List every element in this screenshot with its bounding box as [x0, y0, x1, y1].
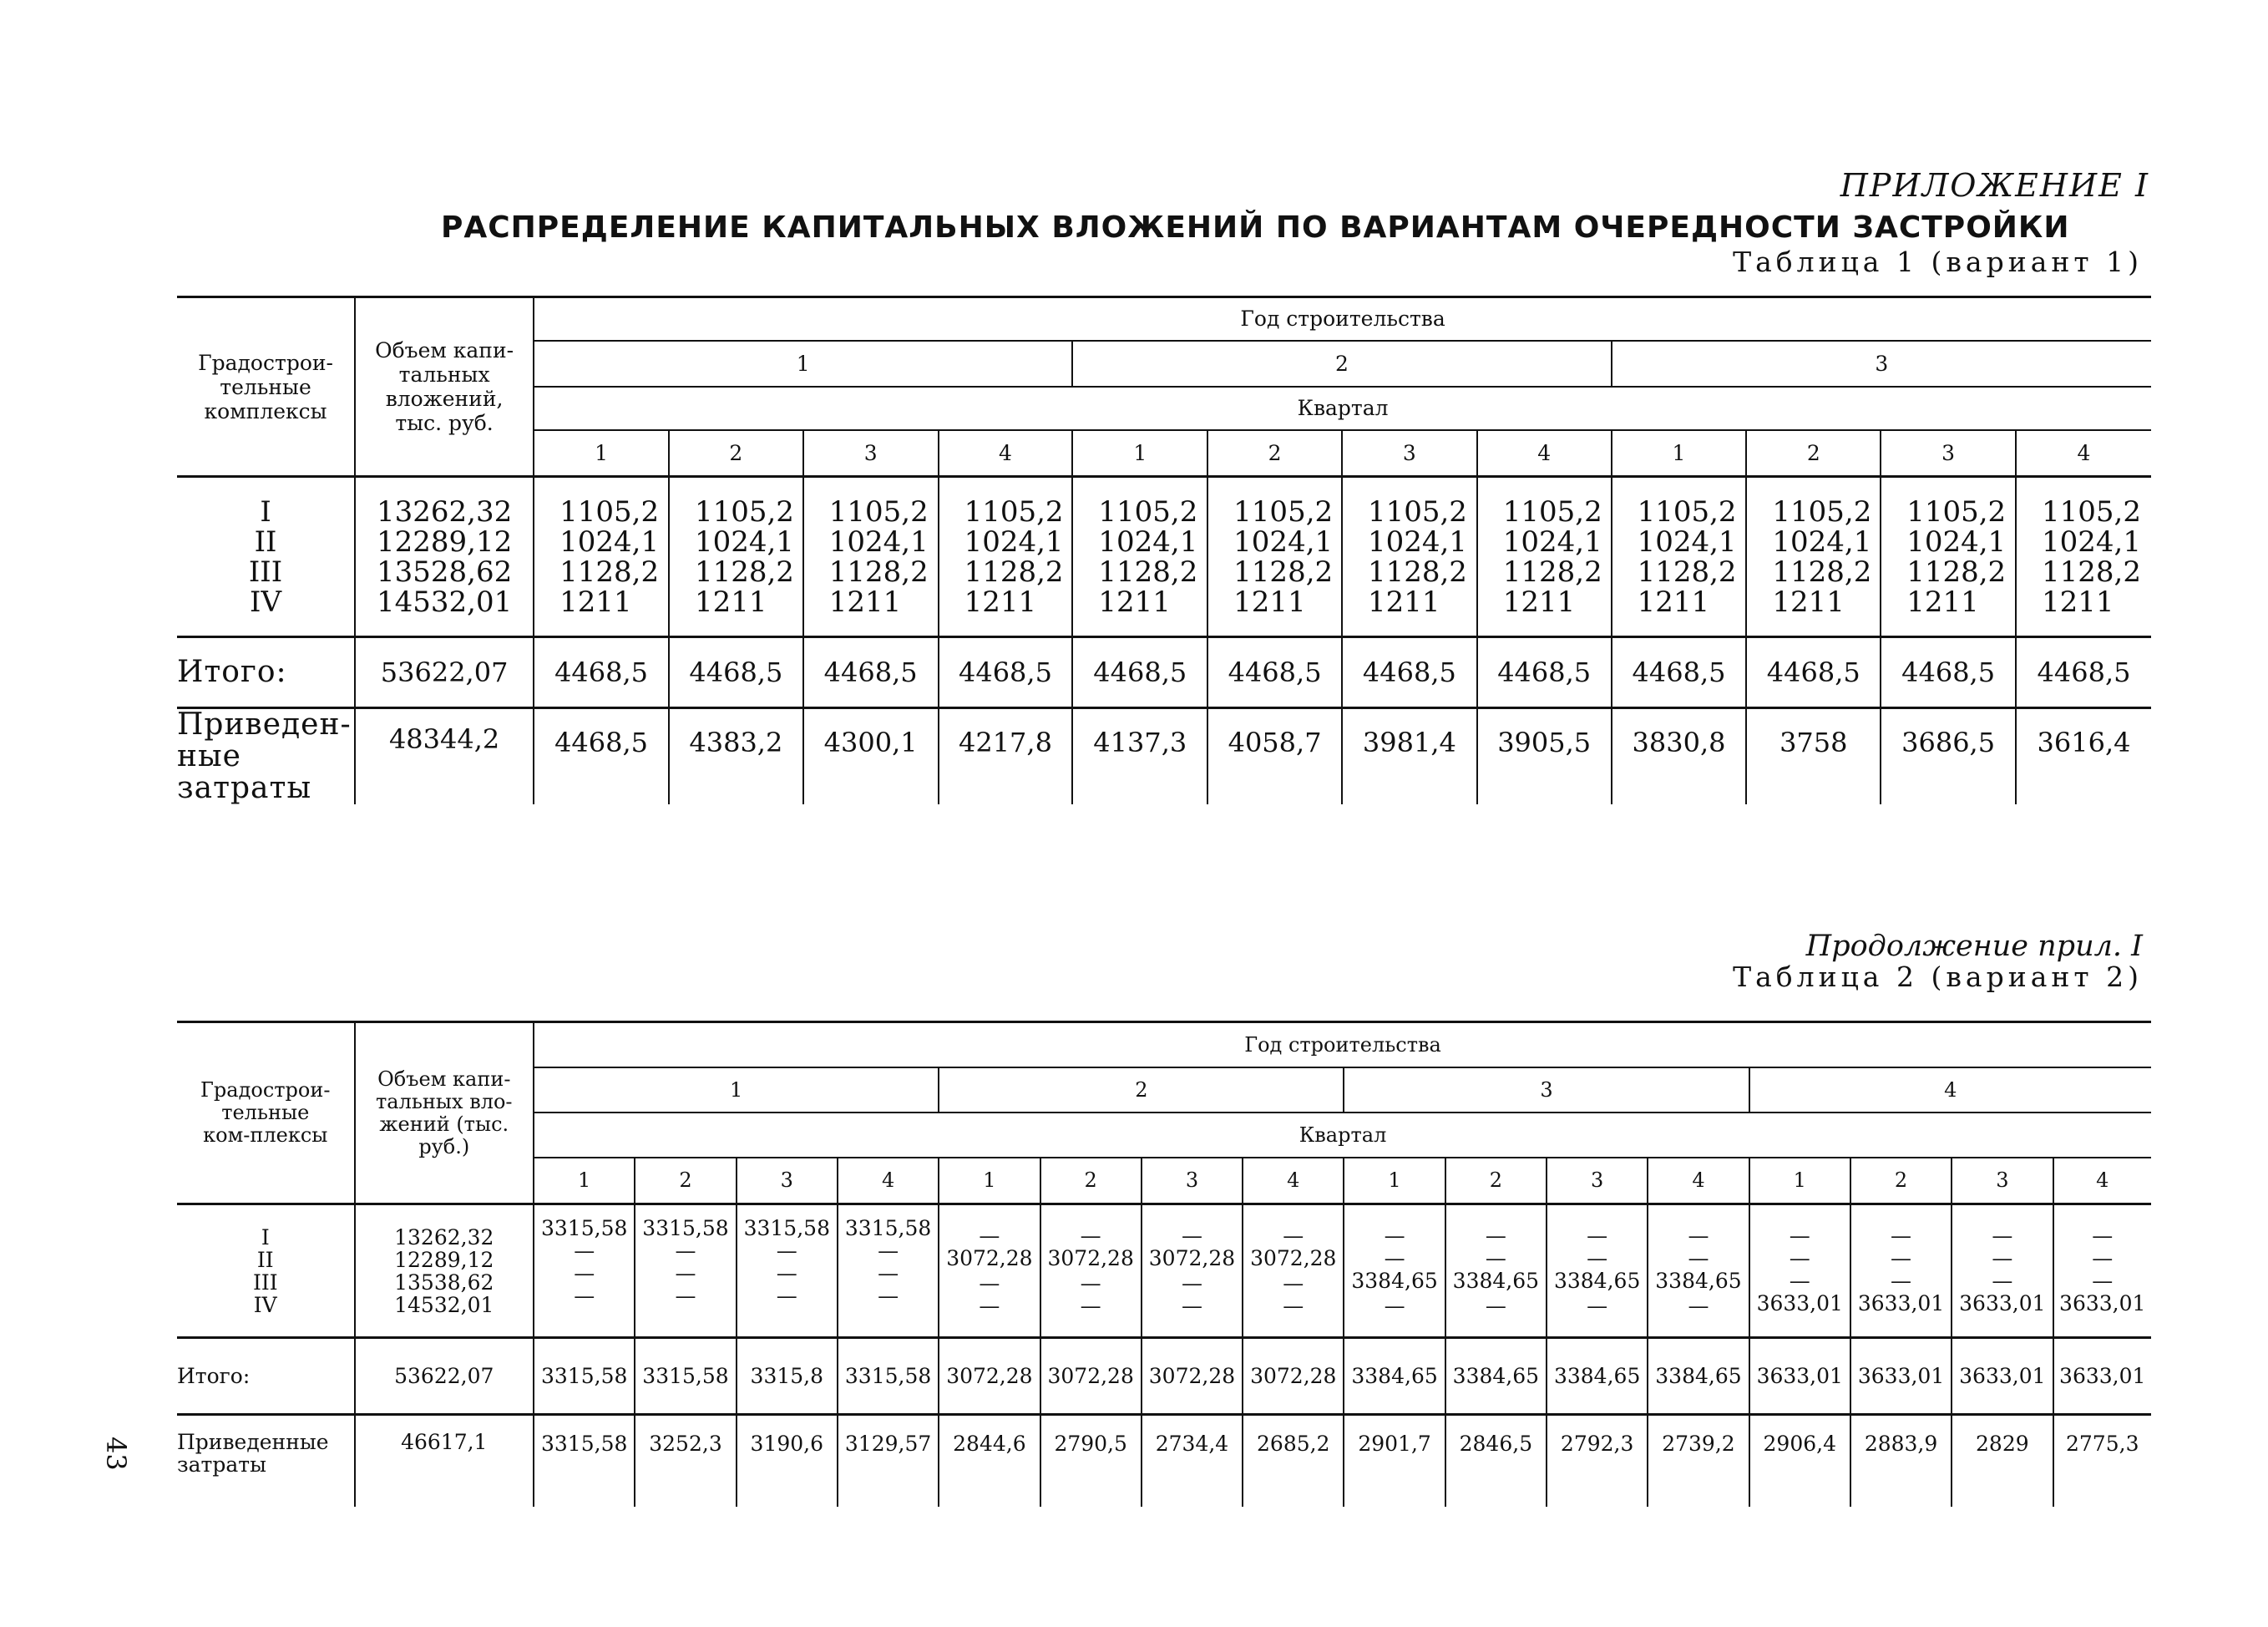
dash: — [1080, 1294, 1101, 1318]
quarter-cell: 2 [1850, 1158, 1952, 1204]
total-label: Итого: [177, 637, 355, 708]
reduced-cell: 2846,5 [1445, 1415, 1547, 1507]
quarter-value: 3384,65 [1351, 1269, 1438, 1293]
reduced-cell: 2901,7 [1344, 1415, 1445, 1507]
dash: — [675, 1239, 696, 1263]
quarter-cell: 3 [1342, 430, 1477, 477]
complex-label: II [254, 525, 277, 559]
quarter-values-cell [1850, 1204, 1952, 1338]
quarter-cell: 1 [939, 1158, 1040, 1204]
complex-label: III [252, 1270, 278, 1295]
dash: — [574, 1239, 595, 1263]
quarter-value: 1211 [1906, 585, 1979, 619]
dash: — [1789, 1224, 1810, 1248]
total-cell: 3384,65 [1547, 1338, 1648, 1415]
dash: — [1080, 1271, 1101, 1295]
reduced-cell: 4137,3 [1072, 708, 1207, 805]
quarter-value: 3633,01 [1959, 1291, 2046, 1315]
quarter-values-cell [1648, 1204, 1749, 1338]
quarter-value: 1211 [694, 585, 767, 619]
quarter-value: 3384,65 [1452, 1269, 1540, 1293]
quarter-cell: 3 [1881, 430, 2016, 477]
quarter-value: 3384,65 [1553, 1269, 1641, 1293]
total-label: Итого: [177, 1364, 251, 1388]
quarter-values-cell [669, 477, 803, 637]
dash: — [1992, 1224, 2013, 1248]
quarter-values-cell [1612, 477, 1747, 637]
quarter-values-cell [1342, 477, 1477, 637]
quarter-cell: 4 [1648, 1158, 1749, 1204]
quarter-value: 1128,2 [1772, 555, 1872, 589]
dash: — [2092, 1269, 2114, 1293]
volumes-cell [355, 477, 534, 637]
reduced-cell: 2906,4 [1749, 1415, 1850, 1507]
total-cell: 4468,5 [1477, 637, 1612, 708]
dash: — [1688, 1294, 1709, 1318]
volume-value: 14532,01 [394, 1292, 494, 1317]
quarter-value: 3315,58 [642, 1216, 729, 1240]
total-cell: 3072,28 [1142, 1338, 1243, 1415]
quarter-cell: 2 [1040, 1158, 1142, 1204]
quarter-values-cell [2016, 477, 2151, 637]
quarter-value: 3384,65 [1655, 1269, 1742, 1293]
appendix-label: ПРИЛОЖЕНИЕ I [1840, 167, 2149, 204]
quarter-values-cell [1477, 477, 1612, 637]
reduced-cell: 3616,4 [2016, 708, 2151, 805]
quarter-value: 1211 [1772, 585, 1845, 619]
dash: — [1384, 1224, 1405, 1248]
total-cell: 3384,65 [1344, 1338, 1445, 1415]
quarter-value: 3072,28 [946, 1246, 1033, 1270]
complex-label: I [260, 494, 271, 529]
dash: — [1587, 1246, 1608, 1270]
quarter-value: 1024,1 [2042, 525, 2141, 559]
quarter-value: 1211 [2042, 585, 2114, 619]
reduced-cell: 3129,57 [838, 1415, 939, 1507]
total-cell: 3633,01 [2053, 1338, 2152, 1415]
total-cell: 3384,65 [1445, 1338, 1547, 1415]
reduced-cell: 2792,3 [1547, 1415, 1648, 1507]
total-cell: 4468,5 [1207, 637, 1342, 708]
quarter-cell: 4 [1477, 430, 1612, 477]
quarter-cell: 4 [838, 1158, 939, 1204]
quarter-values-cell [737, 1204, 838, 1338]
dash: — [1891, 1246, 1912, 1270]
quarter-value: 1024,1 [828, 525, 929, 559]
dash: — [675, 1284, 696, 1308]
quarter-values-cell [635, 1204, 736, 1338]
dash: — [1688, 1224, 1709, 1248]
dash: — [776, 1261, 797, 1285]
total-cell: 3633,01 [1850, 1338, 1952, 1415]
dash: — [878, 1284, 899, 1308]
quarter-values-cell [939, 477, 1073, 637]
total-cell: 4468,5 [1881, 637, 2016, 708]
quarter-value: 1128,2 [694, 555, 794, 589]
col-header-complexes: Градострои-тельные комплексы [177, 297, 355, 477]
quarter-cell: 2 [1746, 430, 1881, 477]
quarter-cell: 4 [939, 430, 1073, 477]
quarter-value: 1024,1 [1502, 525, 1602, 559]
quarter-value: 3633,01 [2059, 1291, 2146, 1315]
complex-label: I [261, 1224, 270, 1249]
dash: — [1789, 1246, 1810, 1270]
quarter-value: 1105,2 [1906, 494, 2007, 529]
volume-value: 13262,32 [394, 1224, 494, 1249]
complex-label: IV [250, 585, 282, 619]
reduced-cell: 4300,1 [803, 708, 939, 805]
total-cell: 3315,8 [737, 1338, 838, 1415]
total-cell: 3315,58 [838, 1338, 939, 1415]
quarter-values-cell [939, 1204, 1040, 1338]
complexes-cell [177, 1204, 355, 1338]
total-cell: 3633,01 [1952, 1338, 2053, 1415]
year-header: Год строительства [534, 1022, 2151, 1067]
dash: — [1688, 1246, 1709, 1270]
quarter-value: 1105,2 [1233, 494, 1334, 529]
dash: — [1080, 1224, 1101, 1248]
reduced-cell: 2775,3 [2053, 1415, 2152, 1507]
reduced-cell: 3190,6 [737, 1415, 838, 1507]
volume-value: 12289,12 [376, 525, 513, 559]
quarter-values-cell [1881, 477, 2016, 637]
total-volume: 53622,07 [355, 1338, 534, 1415]
quarter-value: 1105,2 [2042, 494, 2141, 529]
dash: — [1891, 1224, 1912, 1248]
total-cell: 4468,5 [1612, 637, 1747, 708]
quarter-values-cell [1749, 1204, 1850, 1338]
quarter-values-cell [1142, 1204, 1243, 1338]
total-cell: 4468,5 [2016, 637, 2151, 708]
quarter-value: 1024,1 [694, 525, 794, 559]
total-cell: 4468,5 [939, 637, 1073, 708]
dash: — [776, 1284, 797, 1308]
year-cell: 3 [1344, 1067, 1749, 1113]
quarter-value: 3315,58 [541, 1216, 628, 1240]
quarter-cell: 1 [1612, 430, 1747, 477]
quarter-value: 3633,01 [1756, 1291, 1843, 1315]
complex-label: II [256, 1247, 274, 1272]
dash: — [1485, 1294, 1506, 1318]
dash: — [1485, 1224, 1506, 1248]
complex-label: III [248, 555, 283, 589]
reduced-volume: 46617,1 [355, 1415, 534, 1507]
quarter-values-cell [803, 477, 939, 637]
reduced-cell: 2734,4 [1142, 1415, 1243, 1507]
total-cell: 3633,01 [1749, 1338, 1850, 1415]
dash: — [1181, 1271, 1202, 1295]
quarter-cell: 1 [1344, 1158, 1445, 1204]
quarter-value: 1128,2 [1367, 555, 1467, 589]
quarter-value: 1128,2 [1233, 555, 1334, 589]
quarter-cell: 3 [1952, 1158, 2053, 1204]
reduced-cell: 2829 [1952, 1415, 2053, 1507]
quarter-values-cell [1952, 1204, 2053, 1338]
quarter-value: 3315,58 [743, 1216, 830, 1240]
quarter-cell: 3 [1547, 1158, 1648, 1204]
dash: — [1587, 1224, 1608, 1248]
quarter-cell: 2 [1207, 430, 1342, 477]
dash: — [1992, 1246, 2013, 1270]
quarter-value: 1024,1 [559, 525, 660, 559]
quarter-cell: 1 [1749, 1158, 1850, 1204]
quarter-cell: 1 [534, 1158, 635, 1204]
quarter-header: Квартал [534, 387, 2151, 430]
dash: — [1181, 1294, 1202, 1318]
quarter-value: 1024,1 [1233, 525, 1334, 559]
reduced-volume: 48344,2 [355, 708, 534, 805]
reduced-cell: 3686,5 [1881, 708, 2016, 805]
col-header-volume: Объем капи-тальных вло-жений (тыс. руб.) [355, 1022, 534, 1204]
dash: — [574, 1261, 595, 1285]
quarter-values-cell [1072, 477, 1207, 637]
total-cell: 4468,5 [803, 637, 939, 708]
quarter-cell: 2 [635, 1158, 736, 1204]
quarter-values-cell [534, 1204, 635, 1338]
quarter-value: 1211 [1367, 585, 1440, 619]
reduced-cell: 3315,58 [534, 1415, 635, 1507]
quarter-values-cell [1547, 1204, 1648, 1338]
year-cell: 2 [939, 1067, 1344, 1113]
dash: — [574, 1284, 595, 1308]
quarter-cell: 4 [1243, 1158, 1344, 1204]
quarter-value: 1024,1 [964, 525, 1064, 559]
quarter-value: 1105,2 [694, 494, 794, 529]
volume-value: 12289,12 [394, 1247, 494, 1272]
table1 [177, 296, 2151, 804]
quarter-values-cell [1344, 1204, 1445, 1338]
volume-value: 13262,32 [376, 494, 513, 529]
reduced-label: Приведенные затраты [177, 1430, 329, 1477]
dash: — [1384, 1294, 1405, 1318]
quarter-value: 1128,2 [1637, 555, 1737, 589]
quarter-cell: 3 [1142, 1158, 1243, 1204]
reduced-cell: 2883,9 [1850, 1415, 1952, 1507]
year-cell: 2 [1072, 341, 1611, 387]
quarter-value: 1024,1 [1637, 525, 1737, 559]
dash: — [1181, 1224, 1202, 1248]
reduced-cell: 2685,2 [1243, 1415, 1344, 1507]
reduced-cell: 3830,8 [1612, 708, 1747, 805]
dash: — [878, 1261, 899, 1285]
total-cell: 3315,58 [635, 1338, 736, 1415]
reduced-label: Приведен-ные затраты [177, 707, 352, 805]
dash: — [2092, 1224, 2114, 1248]
quarter-value: 1128,2 [828, 555, 929, 589]
total-cell: 4468,5 [1072, 637, 1207, 708]
quarter-header: Квартал [534, 1113, 2151, 1158]
dash: — [1485, 1246, 1506, 1270]
quarter-value: 1105,2 [1098, 494, 1198, 529]
quarter-value: 1105,2 [1772, 494, 1872, 529]
dash: — [675, 1261, 696, 1285]
reduced-cell: 4217,8 [939, 708, 1073, 805]
dash: — [979, 1294, 1000, 1318]
dash: — [979, 1224, 1000, 1248]
quarter-values-cell [1445, 1204, 1547, 1338]
quarter-value: 1128,2 [559, 555, 660, 589]
quarter-cell: 4 [2053, 1158, 2152, 1204]
reduced-cell: 3981,4 [1342, 708, 1477, 805]
quarter-value: 1105,2 [559, 494, 660, 529]
reduced-cell: 4468,5 [534, 708, 669, 805]
quarter-cell: 1 [1072, 430, 1207, 477]
quarter-value: 3072,28 [1047, 1246, 1134, 1270]
quarter-values-cell [1207, 477, 1342, 637]
quarter-values-cell [2053, 1204, 2152, 1338]
reduced-cell: 4383,2 [669, 708, 803, 805]
dash: — [2092, 1246, 2114, 1270]
quarter-values-cell [838, 1204, 939, 1338]
quarter-cell: 3 [737, 1158, 838, 1204]
quarter-value: 1128,2 [964, 555, 1064, 589]
total-cell: 4468,5 [534, 637, 669, 708]
total-cell: 3384,65 [1648, 1338, 1749, 1415]
total-cell: 4468,5 [1746, 637, 1881, 708]
year-cell: 1 [534, 341, 1072, 387]
quarter-value: 3072,28 [1148, 1246, 1236, 1270]
quarter-value: 1211 [1233, 585, 1306, 619]
quarter-value: 1211 [559, 585, 632, 619]
page-title: РАСПРЕДЕЛЕНИЕ КАПИТАЛЬНЫХ ВЛОЖЕНИЙ ПО ВАРИАНТАМ ОЧЕРЕДНОСТИ ЗАСТРОЙКИ [441, 210, 2070, 245]
year-cell: 4 [1749, 1067, 2151, 1113]
table2 [177, 1021, 2151, 1507]
dash: — [1283, 1224, 1304, 1248]
dash: — [776, 1239, 797, 1263]
reduced-cell: 3252,3 [635, 1415, 736, 1507]
quarter-value: 1211 [828, 585, 902, 619]
quarter-values-cell [534, 477, 669, 637]
year-header: Год строительства [534, 297, 2151, 341]
quarter-value: 1128,2 [1098, 555, 1198, 589]
quarter-value: 3072,28 [1250, 1246, 1337, 1270]
quarter-value: 3633,01 [1857, 1291, 1945, 1315]
quarter-cell: 2 [669, 430, 803, 477]
dash: — [1283, 1271, 1304, 1295]
quarter-value: 1105,2 [828, 494, 929, 529]
quarter-value: 1211 [1502, 585, 1576, 619]
page-number: 43 [100, 1437, 132, 1471]
quarter-value: 1211 [964, 585, 1037, 619]
dash: — [979, 1271, 1000, 1295]
quarter-value: 1211 [1637, 585, 1710, 619]
quarter-value: 1105,2 [1637, 494, 1737, 529]
dash: — [1789, 1269, 1810, 1293]
quarter-values-cell [1040, 1204, 1142, 1338]
quarter-value: 1024,1 [1367, 525, 1467, 559]
complexes-cell [177, 477, 355, 637]
quarter-cell: 2 [1445, 1158, 1547, 1204]
reduced-cell: 3905,5 [1477, 708, 1612, 805]
volume-value: 14532,01 [376, 585, 513, 619]
table2-caption: Таблица 2 (вариант 2) [1733, 960, 2143, 993]
total-volume: 53622,07 [355, 637, 534, 708]
quarter-value: 1024,1 [1906, 525, 2007, 559]
total-cell: 4468,5 [1342, 637, 1477, 708]
quarter-value: 1211 [1098, 585, 1171, 619]
quarter-value: 1128,2 [1502, 555, 1602, 589]
quarter-value: 1128,2 [2042, 555, 2141, 589]
total-cell: 4468,5 [669, 637, 803, 708]
quarter-value: 1024,1 [1772, 525, 1872, 559]
dash: — [1992, 1269, 2013, 1293]
continuation-label: Продолжение прил. I [1805, 930, 2143, 963]
volume-value: 13538,62 [394, 1270, 494, 1295]
col-header-volume: Объем капи-тальных вложений, тыс. руб. [355, 297, 534, 477]
total-cell: 3072,28 [939, 1338, 1040, 1415]
quarter-values-cell [1746, 477, 1881, 637]
reduced-cell: 2790,5 [1040, 1415, 1142, 1507]
quarter-value: 1105,2 [1502, 494, 1602, 529]
volumes-cell [355, 1204, 534, 1338]
reduced-cell: 4058,7 [1207, 708, 1342, 805]
quarter-value: 1105,2 [964, 494, 1064, 529]
volume-value: 13528,62 [376, 555, 513, 589]
quarter-values-cell [1243, 1204, 1344, 1338]
dash: — [1891, 1269, 1912, 1293]
reduced-cell: 2739,2 [1648, 1415, 1749, 1507]
dash: — [878, 1239, 899, 1263]
quarter-cell: 4 [2016, 430, 2151, 477]
quarter-cell: 3 [803, 430, 939, 477]
dash: — [1283, 1294, 1304, 1318]
reduced-cell: 2844,6 [939, 1415, 1040, 1507]
reduced-cell: 3758 [1746, 708, 1881, 805]
quarter-value: 3315,58 [844, 1216, 932, 1240]
quarter-value: 1128,2 [1906, 555, 2007, 589]
table1-caption: Таблица 1 (вариант 1) [1733, 246, 2143, 278]
quarter-value: 1105,2 [1367, 494, 1467, 529]
quarter-value: 1024,1 [1098, 525, 1198, 559]
total-cell: 3072,28 [1243, 1338, 1344, 1415]
col-header-complexes: Градострои-тельные ком-плексы [177, 1022, 355, 1204]
total-cell: 3315,58 [534, 1338, 635, 1415]
complex-label: IV [253, 1292, 277, 1317]
total-cell: 3072,28 [1040, 1338, 1142, 1415]
quarter-cell: 1 [534, 430, 669, 477]
year-cell: 3 [1612, 341, 2151, 387]
dash: — [1384, 1246, 1405, 1270]
dash: — [1587, 1294, 1608, 1318]
year-cell: 1 [534, 1067, 939, 1113]
